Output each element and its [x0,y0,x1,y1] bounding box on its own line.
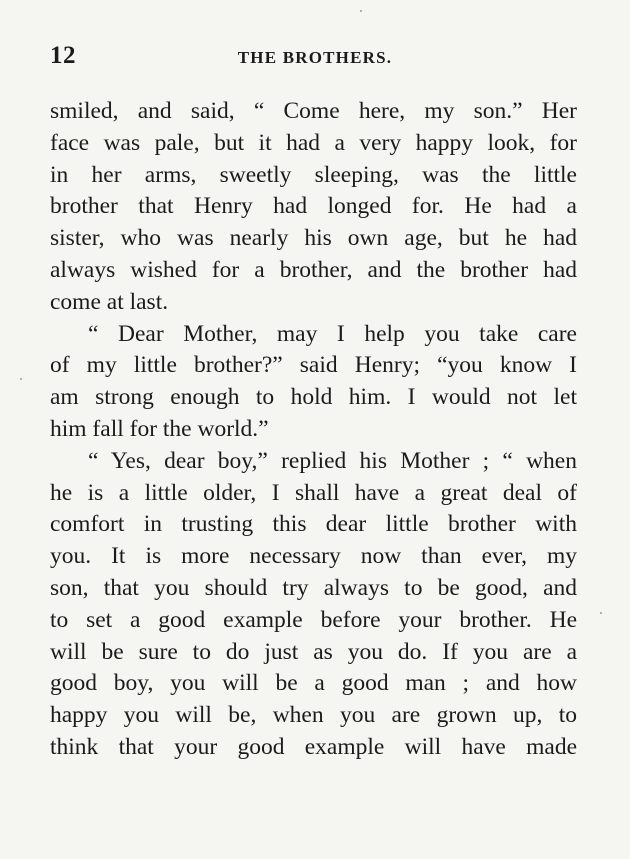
text-line: “ Yes, dear boy,” replied his Mother ; “ when [88,447,577,474]
text-line: will be sure to do just as you do. If you are a [50,638,577,665]
text-line: him fall for the world.” [50,415,269,442]
text-line: of my little brother?” said Henry; “you know I [50,352,577,379]
text-line: to set a good example before your brother. He [50,606,577,633]
text-line: always wished for a brother, and the brother had [50,256,577,283]
paragraph [50,319,577,446]
scan-speck [600,612,602,614]
paragraph [50,446,577,764]
text-line: am strong enough to hold him. I would not let [50,384,577,411]
page-number: 12 [50,42,76,69]
text-line: he is a little older, I shall have a great deal of [50,479,577,506]
scan-speck [360,10,362,12]
body-text [50,96,577,764]
text-line: think that your good example will have made [50,733,577,760]
text-line: brother that Henry had longed for. He had a [50,193,577,220]
text-line: happy you will be, when you are grown up, to [50,702,577,729]
text-line: sister, who was nearly his own age, but he had [50,225,577,252]
text-line: come at last. [50,288,169,315]
text-line: face was pale, but it had a very happy look, for [50,129,577,156]
running-title: THE BROTHERS. [237,48,393,67]
text-line: “ Dear Mother, may I help you take care [88,320,577,347]
text-line: smiled, and said, “ Come here, my son.” Her [50,98,577,124]
text-line: comfort in trusting this dear little brother with [50,511,577,538]
scan-speck [20,378,22,380]
paragraph [50,96,577,319]
text-line: son, that you should try always to be good, and [50,574,577,601]
text-line: in her arms, sweetly sleeping, was the little [50,161,577,188]
text-line: good boy, you will be a good man ; and how [50,670,577,697]
text-line: you. It is more necessary now than ever, my [50,543,577,570]
page-header [50,42,580,78]
